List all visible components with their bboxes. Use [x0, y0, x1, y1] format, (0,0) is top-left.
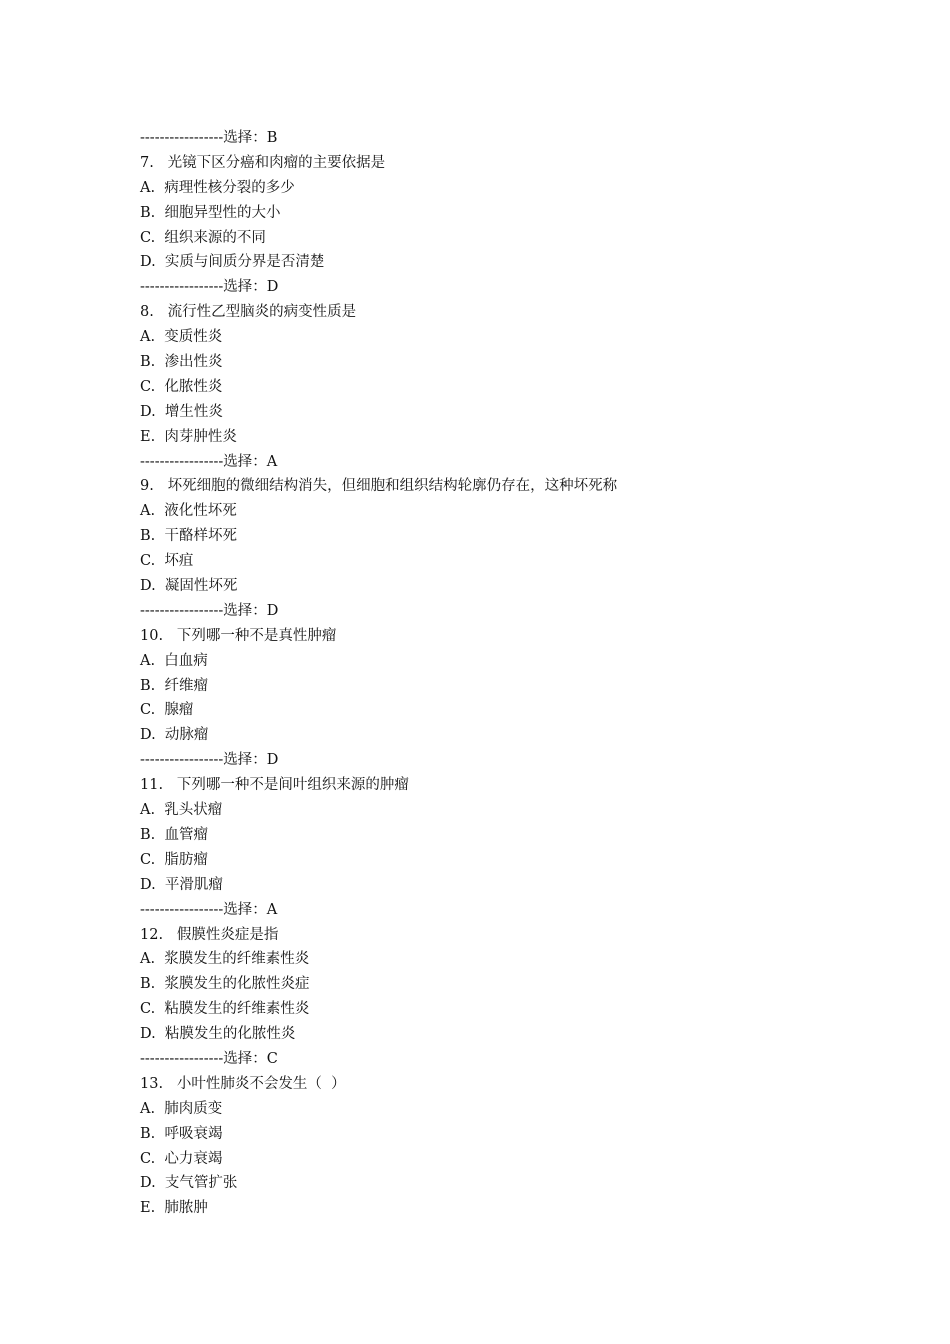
option-line: A. 乳头状瘤 — [140, 802, 223, 819]
question-13: 13. 小叶性肺炎不会发生（ ） — [140, 1075, 346, 1092]
option-line: C. 坏疽 — [140, 553, 194, 570]
option-line: C. 组织来源的不同 — [140, 229, 266, 246]
question-9: 9. 坏死细胞的微细结构消失，但细胞和组织结构轮廓仍存在，这种坏死称 — [140, 478, 618, 495]
option-line: D. 支气管扩张 — [140, 1175, 238, 1192]
question-7: 7. 光镜下区分癌和肉瘤的主要依据是 — [140, 154, 386, 171]
option-line: B. 渗出性炎 — [140, 354, 223, 371]
option-line: A. 肺肉质变 — [140, 1100, 223, 1117]
option-line: A. 液化性坏死 — [140, 503, 237, 520]
option-line: D. 动脉瘤 — [140, 727, 209, 744]
option-line: B. 细胞异型性的大小 — [140, 204, 281, 221]
answer-line: -----------------选择：A — [140, 453, 278, 470]
question-12: 12. 假膜性炎症是指 — [140, 926, 279, 943]
option-line: D. 凝固性坏死 — [140, 578, 238, 595]
option-line: B. 纤维瘤 — [140, 677, 208, 694]
answer-line: -----------------选择：D — [140, 752, 279, 769]
answer-line: -----------------选择：D — [140, 602, 279, 619]
option-line: E. 肺脓肿 — [140, 1200, 208, 1217]
option-line: C. 化脓性炎 — [140, 378, 223, 395]
option-line: C. 脂肪瘤 — [140, 851, 208, 868]
question-10: 10. 下列哪一种不是真性肿瘤 — [140, 627, 337, 644]
option-line: C. 粘膜发生的纤维素性炎 — [140, 1001, 310, 1018]
question-11: 11. 下列哪一种不是间叶组织来源的肿瘤 — [140, 777, 409, 794]
option-line: A. 变质性炎 — [140, 329, 223, 346]
option-line: A. 白血病 — [140, 652, 208, 669]
option-line: C. 腺瘤 — [140, 702, 194, 719]
option-line: E. 肉芽肿性炎 — [140, 428, 237, 445]
option-line: D. 增生性炎 — [140, 403, 223, 420]
option-line: B. 浆膜发生的化脓性炎症 — [140, 976, 310, 993]
option-line: B. 血管瘤 — [140, 826, 208, 843]
option-line: D. 平滑肌瘤 — [140, 876, 223, 893]
option-line: A. 浆膜发生的纤维素性炎 — [140, 951, 310, 968]
option-line: B. 干酪样坏死 — [140, 528, 237, 545]
question-8: 8. 流行性乙型脑炎的病变性质是 — [140, 304, 357, 321]
document-body — [140, 126, 840, 1221]
option-line: A. 病理性核分裂的多少 — [140, 179, 295, 196]
option-line: D. 粘膜发生的化脓性炎 — [140, 1026, 296, 1043]
option-line: C. 心力衰竭 — [140, 1150, 223, 1167]
option-line: D. 实质与间质分界是否清楚 — [140, 254, 325, 271]
answer-line: -----------------选择：D — [140, 279, 279, 296]
answer-line: -----------------选择：B — [140, 130, 278, 146]
option-line: B. 呼吸衰竭 — [140, 1125, 223, 1142]
answer-line: -----------------选择：C — [140, 1050, 278, 1067]
answer-line: -----------------选择：A — [140, 901, 278, 918]
